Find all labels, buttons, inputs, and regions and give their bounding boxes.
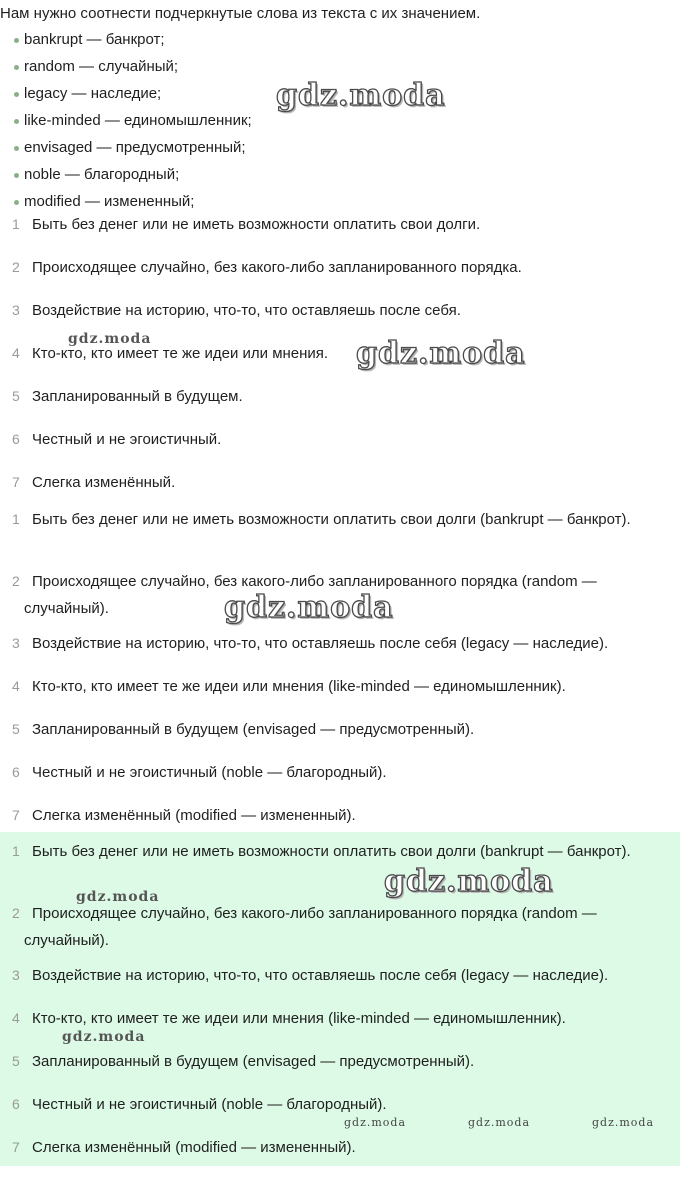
bullet-icon [14,200,19,205]
intro-text: Нам нужно соотнести подчеркнутые слова из текста с их значением. [0,5,481,22]
watermark-logo: gdz.moda [76,889,160,905]
watermark-logo: gdz.moda [384,864,554,899]
bullet-icon [14,146,19,151]
vocabulary-item: legacy — наследие; [0,80,252,107]
answer-item: 3 Воздействие на историю, что-то, что оставляешь после себя (legacy — наследие). [12,635,609,652]
watermark-logo: gdz.moda [344,1116,407,1129]
definitions-list [0,211,680,512]
answer-item: 1 Быть без денег или не иметь возможности оплатить свои долги (bankrupt — банкрот). [12,511,631,528]
highlighted-answers-block [0,832,680,1166]
watermark-logo: gdz.moda [68,331,152,347]
definition-item: 5 Запланированный в будущем. [12,388,243,405]
watermark-logo: gdz.moda [276,78,446,113]
watermark-logo: gdz.moda [224,590,394,625]
answer-item: 6 Честный и не эгоистичный (noble — благородный). [12,1096,387,1113]
answer-item: 7 Слегка изменённый (modified — измененный). [12,1139,356,1156]
definition-item: 3 Воздействие на историю, что-то, что оставляешь после себя. [12,302,461,319]
answer-item: 5 Запланированный в будущем (envisaged — предусмотренный). [12,1053,475,1070]
vocabulary-item: bankrupt — банкрот; [0,26,252,53]
answers-list [0,506,680,845]
vocabulary-item: random — случайный; [0,53,252,80]
bullet-icon [14,173,19,178]
answer-item: 5 Запланированный в будущем (envisaged — предусмотренный). [12,721,475,738]
answer-item: 1 Быть без денег или не иметь возможности оплатить свои долги (bankrupt — банкрот). [12,843,631,860]
definition-item: 7 Слегка изменённый. [12,474,176,491]
bullet-icon [14,38,19,43]
answer-item: 4 Кто-кто, кто имеет те же идеи или мнения (like-minded — единомышленник). [12,1010,566,1027]
answer-item: 3 Воздействие на историю, что-то, что оставляешь после себя (legacy — наследие). [12,967,609,984]
vocabulary-list [0,26,252,215]
watermark-logo: gdz.moda [468,1116,531,1129]
watermark-logo: gdz.moda [592,1116,655,1129]
vocabulary-item: noble — благородный; [0,161,252,188]
definition-item: 6 Честный и не эгоистичный. [12,431,222,448]
bullet-icon [14,65,19,70]
answer-item: 6 Честный и не эгоистичный (noble — благородный). [12,764,387,781]
answer-item: 4 Кто-кто, кто имеет те же идеи или мнения (like-minded — единомышленник). [12,678,566,695]
watermark-logo: gdz.moda [356,336,526,371]
bullet-icon [14,92,19,97]
vocabulary-item: like-minded — единомышленник; [0,107,252,134]
definition-item: 2 Происходящее случайно, без какого-либо запланированного порядка. [12,259,522,276]
definition-item: 1 Быть без денег или не иметь возможности оплатить свои долги. [12,216,481,233]
bullet-icon [14,119,19,124]
definition-item: 4 Кто-кто, кто имеет те же идеи или мнения. [12,345,329,362]
answer-item: 2 Происходящее случайно, без какого-либо запланированного порядка (random — случайный). [12,905,597,949]
watermark-logo: gdz.moda [62,1029,146,1045]
vocabulary-item: modified — измененный; [0,188,252,215]
answer-item: 7 Слегка изменённый (modified — измененный). [12,807,356,824]
vocabulary-item: envisaged — предусмотренный; [0,134,252,161]
answer-item: 2 Происходящее случайно, без какого-либо запланированного порядка (random — случайный). [12,573,597,617]
